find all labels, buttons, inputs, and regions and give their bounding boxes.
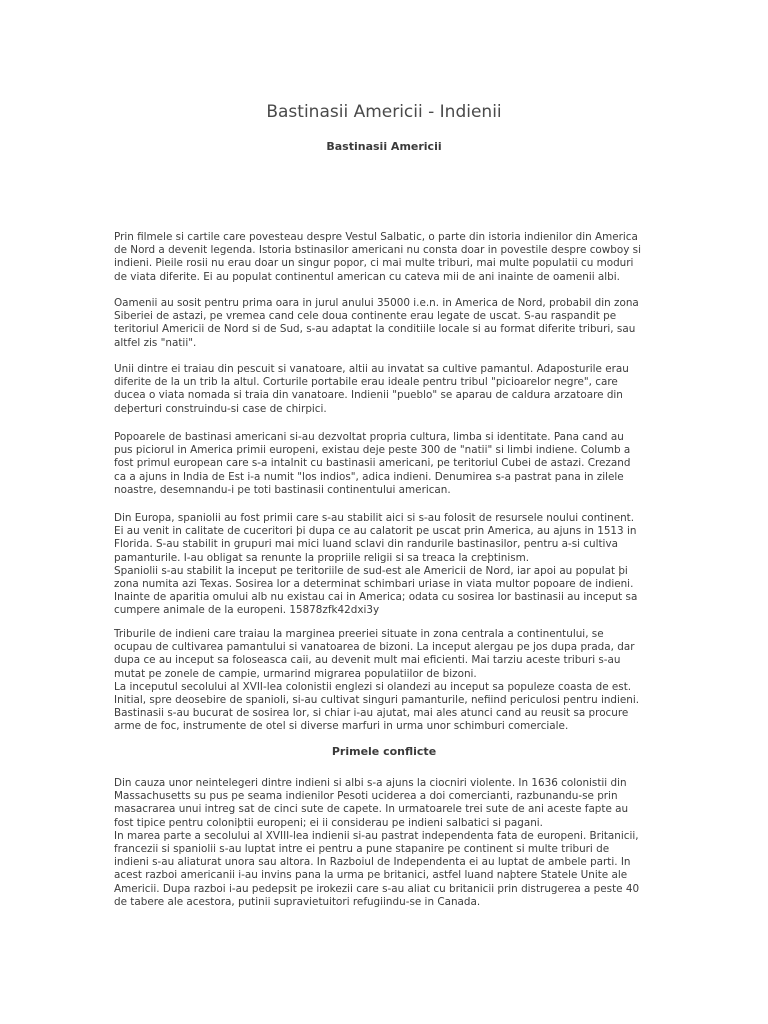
paragraph-culture: Popoarele de bastinasi americani si-au dezvoltat propria cultura, limba si identitate. Pana cand au pus piciorul in America primii europeni, existau deje peste 300 de "natii" si limbi indiene. Columb a fost primul european care s-a intalnit cu bastinasii americani, pe teritoriul Cubei de astazi. Crezand ca a ajuns in India de Est i-a numit "los indios", adica indieni. Denumirea s-a pastrat pana in zilele noastre, desemnandu-i pe toti bastinasii continentului american.: [114, 431, 631, 496]
paragraph-lifestyle: Unii dintre ei traiau din pescuit si vanatoare, altii au invatat sa cultive pamantul. Adaposturile erau diferite de la un trib la altul. Corturile portabile erau ideale pentru tribul "picioarelor negre", care ducea o viata nomada si traia din vanatoare. Indienii "pueblo" se aparau de caldura arzatoare din deþerturi construindu-si case de chirpici.: [114, 363, 629, 415]
paragraph-conflicts: Din cauza unor neintelegeri dintre indieni si albi s-a ajuns la ciocniri violente. In 1636 colonistii din Massachusetts su pus pe seama indienilor Pesoti uciderea a doi comercianti, razbunandu-se prin masacrarea unui intreg sat de cinci sute de capete. In urmatoarele trei sute de ani aceste fapte au fost tipice pentru coloniþtii europeni; ei ii considerau pe indieni salbatici si pagani. In marea parte a secolului al XVIII-lea indienii si-au pastrat independenta fata de europeni. Britanicii, francezii si spaniolii s-au luptat intre ei pentru a pune stapanire pe continent si multe triburi de indieni s-au aliaturat unora sau altora. In Razboiul de Independenta ei au luptat de ambele parti. In acest razboi americanii i-au invins pana la urma pe britanici, astfel luand naþtere Statele Unite ale Americii. Dupa razboi i-au pedepsit pe irokezii care s-au aliat cu britanicii prin distrugerea a peste 40 de tabere ale acestora, putinii supravietuitori refugiindu-se in Canada.: [114, 777, 640, 908]
paragraph-spaniards: Din Europa, spaniolii au fost primii care s-au stabilit aici si s-au folosit de resursele noului continent. Ei au venit in calitate de cuceritori þi dupa ce au calatorit pe uscat prin America, au ajuns in 1513 in Florida. S-au stabilit in grupuri mai mici luand sclavi din randurile bastinasilor, pentru a-si cultiva pamanturile. I-au obligat sa renunte la propriile religii si sa treaca la creþtinism. Spaniolii s-au stabilit la inceput pe teritoriile de sud-est ale Americii de Nord, iar apoi au populat þi zona numita azi Texas. Sosirea lor a determinat schimbari uriase in viata multor popoare de indieni. Inainte de aparitia omului alb nu existau cai in America; odata cu sosirea lor bastinasii au inceput sa cumpere animale de la europeni. 15878zfk42dxi3y: [114, 512, 638, 617]
document-title: Bastinasii Americii - Indienii: [266, 102, 502, 122]
section-heading-conflicts: Primele conflicte: [331, 745, 437, 758]
paragraph-intro: Prin filmele si cartile care povesteau despre Vestul Salbatic, o parte din istoria indienilor din America de Nord a devenit legenda. Istoria bstinasilor americani nu consta doar in povestile despre cowboy si indieni. Pieile rosii nu erau doar un singur popor, ci mai multe triburi, mai multe populatii cu moduri de viata diferite. Ei au populat continentul american cu cateva mii de ani inainte de oamenii albi.: [114, 231, 641, 283]
paragraph-origins: Oamenii au sosit pentru prima oara in jurul anului 35000 i.e.n. in America de Nord, probabil din zona Siberiei de astazi, pe vremea cand cele doua continente erau legate de uscat. S-au raspandit pe teritoriul Americii de Nord si de Sud, s-au adaptat la conditiile locale si au format diferite triburi, sau altfel zis "natii".: [114, 297, 639, 349]
document-subtitle: Bastinasii Americii: [326, 140, 442, 153]
paragraph-prairie-tribes: Triburile de indieni care traiau la marginea preeriei situate in zona centrala a continentului, se ocupau de cultivarea pamantului si vanatoarea de bizoni. La inceput alergau pe jos dupa prada, dar dupa ce au inceput sa foloseasca caii, au devenit mult mai eficienti. Mai tarziu aceste triburi s-au mutat pe zonele de campie, urmarind migrarea populatiilor de bizoni. La inceputul secolului al XVII-lea colonistii englezi si olandezi au inceput sa populeze coasta de est. Initial, spre deosebire de spanioli, si-au cultivat singuri pamanturile, nefiind periculosi pentru indieni. Bastinasii s-au bucurat de sosirea lor, si chiar i-au ajutat, mai ales atunci cand au reusit sa procure arme de foc, instrumente de otel si diverse marfuri in urma unor schimburi comerciale.: [114, 628, 640, 733]
